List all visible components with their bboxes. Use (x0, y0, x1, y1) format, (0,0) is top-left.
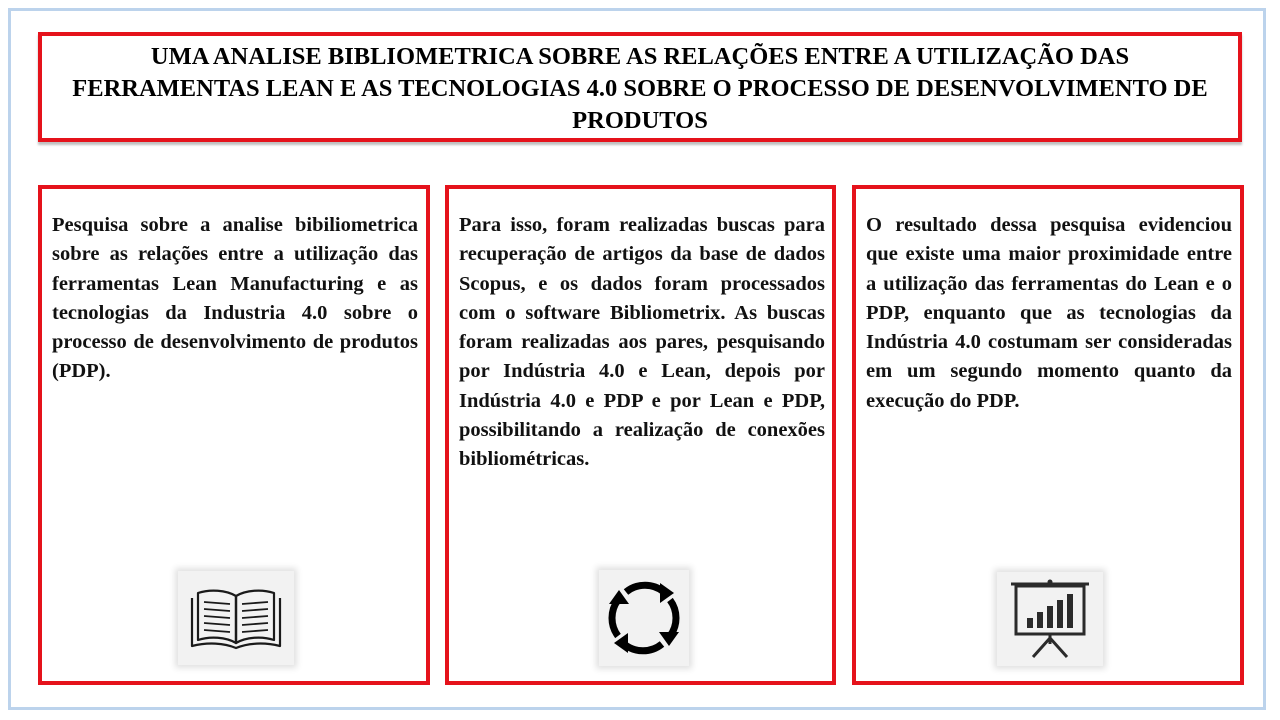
panel-method-text: Para isso, foram realizadas buscas para recuperação de artigos da base de dados Scopus, e os dados foram processados com o software Bibliometrix. As buscas foram realizadas aos pares, pesquisando por Indústria 4.0 e Lean, depois por Indústria 4.0 e PDP e por Lean e PDP, possibilitando a realização de conexões bibliométricas. (459, 214, 825, 471)
presentation-chart-icon (997, 572, 1103, 666)
panel-research (38, 185, 430, 685)
refresh-cycle-icon-graphic (604, 578, 684, 658)
title-box (38, 32, 1242, 142)
panel-result-text: O resultado dessa pesquisa evidenciou que existe uma maior proximidade entre a utilização das ferramentas do Lean e o PDP, enquanto que as tecnologias da Indústria 4.0 costumam ser consideradas em um segundo momento quanto da execução do PDP. (866, 214, 1232, 412)
panel-research-text: Pesquisa sobre a analise bibiliometrica sobre as relações entre a utilização das ferramentas Lean Manufacturing e as tecnologias da Industria 4.0 sobre o processo de desenvolvimento de produtos (PDP). (52, 214, 418, 383)
presentation-chart-icon-graphic (1007, 578, 1093, 660)
panel-result (852, 185, 1244, 685)
open-book-icon-graphic (188, 582, 284, 654)
page-title: UMA ANALISE BIBLIOMETRICA SOBRE AS RELAÇÕES ENTRE A UTILIZAÇÃO DAS FERRAMENTAS LEAN E AS TECNOLOGIAS 4.0 SOBRE O PROCESSO DE DESENVOLVIMENTO DE PRODUTOS (72, 43, 1208, 134)
open-book-icon (178, 571, 294, 665)
refresh-cycle-icon (599, 570, 689, 666)
panel-method (445, 185, 836, 685)
